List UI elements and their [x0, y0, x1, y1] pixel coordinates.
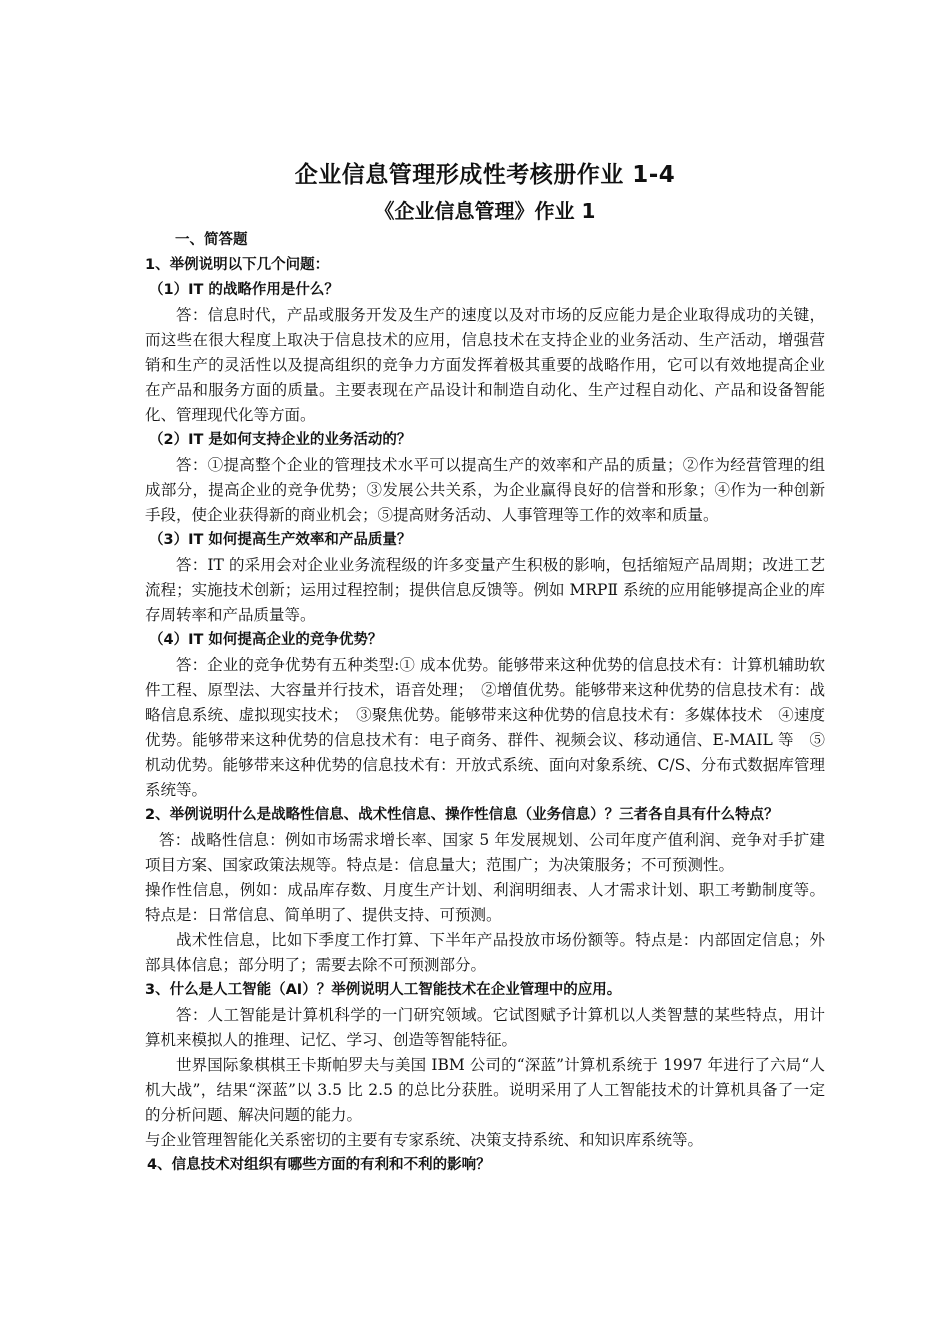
question-1-3-answer: 答：IT 的采用会对企业业务流程级的许多变量产生积极的影响，包括缩短产品周期；改进工艺流程；实施技术创新；运用过程控制；提供信息反馈等。例如 MRPⅡ 系统的应用能够提高企业的库存周转率和产品质量等。: [145, 556, 825, 624]
question-2-heading: 2、举例说明什么是战略性信息、战术性信息、操作性信息（业务信息）？三者各自具有什么特点？: [145, 807, 779, 823]
question-2-answer-strategic: 答：战略性信息：例如市场需求增长率、国家 5 年发展规划、公司年度产值利润、竞争对手扩建项目方案、国家政策法规等。特点是：信息量大；范围广；为决策服务；不可预测性。: [145, 831, 825, 874]
question-2-answer-tactical: 战术性信息，比如下季度工作打算、下半年产品投放市场份额等。特点是：内部固定信息；外部具体信息；部分明了；需要去除不可预测部分。: [145, 931, 825, 974]
question-1-3-heading: （3）IT 如何提高生产效率和产品质量？: [149, 532, 412, 548]
question-3-answer-applications: 与企业管理智能化关系密切的主要有专家系统、决策支持系统、和知识库系统等。: [145, 1131, 704, 1149]
question-1-1-answer: 答：信息时代，产品或服务开发及生产的速度以及对市场的反应能力是企业取得成功的关键，而这些在很大程度上取决于信息技术的应用，信息技术在支持企业的业务活动、生产活动，增强营销和生产的灵活性以及提高组织的竞争力方面发挥着极其重要的战略作用，它可以有效地提高企业在产品和服务方面的质量。主要表现在产品设计和制造自动化、生产过程自动化、产品和设备智能化、管理现代化等方面。: [145, 306, 825, 424]
question-3-heading: 3、什么是人工智能（AI）？举例说明人工智能技术在企业管理中的应用。: [145, 982, 622, 998]
document-title: 企业信息管理形成性考核册作业 1-4: [294, 162, 676, 188]
question-1-2-heading: （2）IT 是如何支持企业的业务活动的？: [149, 432, 412, 448]
question-2-answer-operational: 操作性信息，例如：成品库存数、月度生产计划、利润明细表、人才需求计划、职工考勤制度等。特点是：日常信息、简单明了、提供支持、可预测。: [145, 881, 825, 924]
question-1-1-heading: （1）IT 的战略作用是什么？: [149, 282, 339, 298]
question-1-2-answer: 答：①提高整个企业的管理技术水平可以提高生产的效率和产品的质量；②作为经营管理的组成部分，提高企业的竞争优势；③发展公共关系，为企业赢得良好的信誉和形象；④作为一种创新手段，使企业获得新的商业机会；⑤提高财务活动、人事管理等工作的效率和质量。: [145, 456, 825, 524]
question-1-heading: 1、举例说明以下几个问题：: [145, 257, 330, 273]
question-3-answer-example: 世界国际象棋棋王卡斯帕罗夫与美国 IBM 公司的“深蓝”计算机系统于 1997 年进行了六局“人机大战”，结果“深蓝”以 3.5 比 2.5 的总比分获胜。说明采用了人工智能技术的计算机具备了一定的分析问题、解决问题的能力。: [145, 1056, 825, 1124]
document-body: [145, 152, 825, 1178]
question-3-answer-definition: 答：人工智能是计算机科学的一门研究领域。它试图赋予计算机以人类智慧的某些特点，用计算机来模拟人的推理、记忆、学习、创造等智能特征。: [145, 1006, 825, 1049]
section-heading: 一、简答题: [175, 232, 248, 248]
question-1-4-heading: （4）IT 如何提高企业的竞争优势？: [149, 632, 383, 648]
question-4-heading: 4、信息技术对组织有哪些方面的有利和不利的影响？: [147, 1157, 491, 1173]
question-1-4-answer: 答：企业的竞争优势有五种类型:① 成本优势。能够带来这种优势的信息技术有：计算机辅助软件工程、原型法、大容量并行技术，语音处理； ②增值优势。能够带来这种优势的信息技术有：战略信息系统、虚拟现实技术； ③聚焦优势。能够带来这种优势的信息技术有：多媒体技术 ④速度优势。能够带来这种优势的信息技术有：电子商务、群件、视频会议、移动通信、E-MAIL 等 ⑤机动优势。能够带来这种优势的信息技术有：开放式系统、面向对象系统、C/S、分布式数据库管理系统等。: [145, 656, 825, 799]
document-subtitle: 《企业信息管理》作业 1: [374, 199, 596, 223]
